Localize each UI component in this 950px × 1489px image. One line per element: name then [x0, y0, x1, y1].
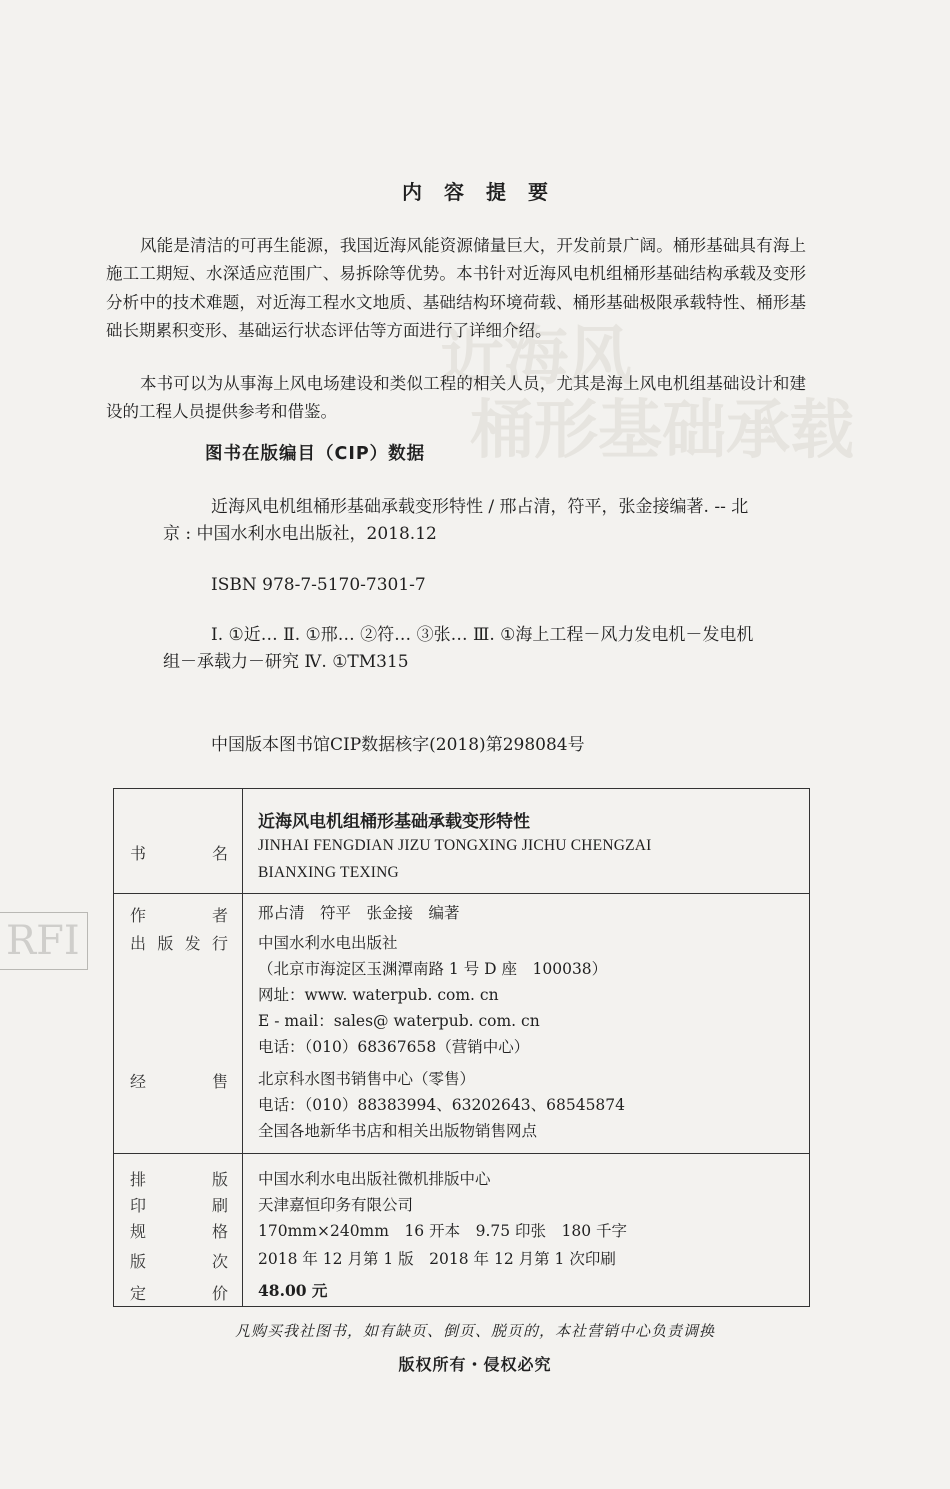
distributor: 北京科水图书销售中心（零售） [258, 1070, 476, 1088]
summary-title: 内容提要 [402, 180, 570, 204]
label-edition: 版 次 [130, 1252, 228, 1271]
email: E - mail：sales@ waterpub. com. cn [258, 1012, 540, 1030]
table-divider [114, 1153, 809, 1154]
label-spec: 规 格 [130, 1222, 228, 1241]
edition: 2018 年 12 月第 1 版 2018 年 12 月第 1 次印刷 [258, 1250, 616, 1268]
summary-paragraph-2: 本书可以为从事海上风电场建设和类似工程的相关人员，尤其是海上风电机组基础设计和建设的工程人员提供参考和借鉴。 [106, 374, 806, 422]
distributor-phone: 电话：（010）88383994、63202643、68545874 [258, 1096, 626, 1114]
label-title: 书 名 [130, 844, 228, 863]
website: 网址：www. waterpub. com. cn [258, 986, 499, 1004]
label-distribution: 经 售 [130, 1072, 228, 1091]
printer: 天津嘉恒印务有限公司 [258, 1196, 414, 1214]
copyright-notice: 版权所有・侵权必究 [398, 1355, 552, 1374]
summary-paragraph-1: 风能是清洁的可再生能源，我国近海风能资源储量巨大，开发前景广阔。桶形基础具有海上施工工期短、水深适应范围广、易拆除等优势。本书针对近海风电机组桶形基础结构承载及变形分析中的技术难题，对近海工程水文地质、基础结构环境荷载、桶形基础极限承载特性、桶形基础长期累积变形、基础运行状态评估等方面进行了详细介绍。 [106, 236, 806, 340]
authors: 邢占清 符平 张金接 编著 [258, 904, 460, 922]
phone-marketing: 电话：（010）68367658（营销中心） [258, 1038, 530, 1056]
book-title-pinyin-2: BIANXING TEXING [258, 864, 399, 881]
library-stamp: RFI [0, 912, 88, 970]
price: 48.00 元 [258, 1281, 328, 1300]
label-typeset: 排 版 [130, 1170, 228, 1189]
label-publisher: 出 版 发 行 [130, 934, 228, 953]
svg-text:桶形基础承载: 桶形基础承载 [470, 394, 854, 468]
publication-info-table [113, 788, 810, 1307]
cip-record: 近海风电机组桶形基础承载变形特性 / 邢占清，符平，张金接编著. -- 北京 : 中国水利水电出版社，2018.12 [163, 497, 749, 544]
table-divider [114, 893, 809, 894]
cip-isbn: ISBN 978-7-5170-7301-7 [211, 575, 426, 595]
svg-text:近海风: 近海风 [440, 320, 632, 394]
typesetter: 中国水利水电出版社微机排版中心 [258, 1170, 491, 1188]
table-divider [242, 789, 243, 1306]
book-title-pinyin: JINHAI FENGDIAN JIZU TONGXING JICHU CHENGZAI [258, 837, 652, 854]
label-printing: 印 刷 [130, 1196, 228, 1215]
publisher: 中国水利水电出版社 [258, 934, 398, 952]
cip-classification: Ⅰ. ①近… Ⅱ. ①邢… ②符… ③张… Ⅲ. ①海上工程－风力发电机－发电机组－承载力－研究 Ⅳ. ①TM315 [163, 625, 754, 672]
replacement-notice: 凡购买我社图书，如有缺页、倒页、脱页的，本社营销中心负责调换 [234, 1322, 715, 1340]
distribution-network: 全国各地新华书店和相关出版物销售网点 [258, 1122, 538, 1140]
cip-number: 中国版本图书馆CIP数据核字(2018)第298084号 [211, 735, 585, 755]
label-price: 定 价 [130, 1284, 228, 1303]
cip-heading: 图书在版编目（CIP）数据 [205, 444, 426, 464]
label-author: 作 者 [130, 906, 228, 925]
publisher-address: （北京市海淀区玉渊潭南路 1 号 D 座 100038） [258, 960, 608, 978]
book-title-cn: 近海风电机组桶形基础承载变形特性 [258, 812, 530, 832]
specification: 170mm×240mm 16 开本 9.75 印张 180 千字 [258, 1222, 628, 1240]
